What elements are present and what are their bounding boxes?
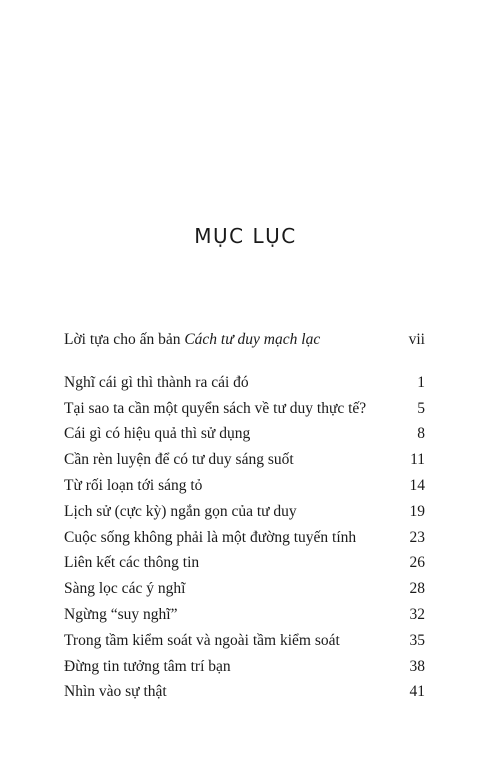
toc-entry [64, 499, 425, 525]
toc-entry-page: 26 [409, 554, 425, 572]
toc-entry-label: Sàng lọc các ý nghĩ [64, 580, 186, 598]
toc-entry-page: 8 [417, 425, 425, 443]
toc-entry [64, 421, 425, 447]
table-of-contents [64, 327, 425, 705]
toc-entry-page: 35 [409, 631, 425, 649]
preface-book-title: Cách tư duy mạch lạc [184, 331, 321, 348]
toc-entry-page: 32 [409, 605, 425, 623]
toc-entry-page: 14 [409, 476, 425, 494]
toc-entry [64, 525, 425, 551]
toc-entry-label: Trong tầm kiểm soát và ngoài tầm kiểm soát [64, 631, 340, 649]
page-title: MỤC LỤC [194, 224, 297, 248]
toc-entry-label: Ngừng “suy nghĩ” [64, 605, 178, 623]
toc-entry-label: Cần rèn luyện để có tư duy sáng suốt [64, 451, 294, 469]
toc-entry [64, 628, 425, 654]
toc-entry-page: 23 [409, 528, 425, 546]
toc-entry-label: Nhìn vào sự thật [64, 683, 167, 701]
toc-entry [64, 654, 425, 680]
toc-entry-label: Liên kết các thông tin [64, 554, 200, 572]
toc-entry-label: Lịch sử (cực kỳ) ngắn gọn của tư duy [64, 502, 297, 520]
toc-entry-preface [64, 327, 425, 353]
toc-entry [64, 473, 425, 499]
toc-entry-label: Cái gì có hiệu quả thì sử dụng [64, 425, 251, 443]
toc-entry-page: 1 [417, 373, 425, 391]
toc-entry-label: Nghĩ cái gì thì thành ra cái đó [64, 373, 249, 391]
toc-entry-page: 38 [409, 657, 425, 675]
toc-entry [64, 370, 425, 396]
toc-entry [64, 602, 425, 628]
toc-entry-page: 5 [417, 399, 425, 417]
toc-entry-label: Đừng tin tưởng tâm trí bạn [64, 657, 231, 675]
toc-entry-page: vii [408, 331, 425, 348]
toc-entry [64, 576, 425, 602]
toc-entry [64, 679, 425, 705]
toc-entry-page: 19 [409, 502, 425, 520]
toc-entry [64, 447, 425, 473]
toc-entry-label [64, 327, 320, 353]
toc-entry-label: Tại sao ta cần một quyển sách về tư duy thực tế? [64, 399, 367, 417]
toc-entry-page: 11 [410, 451, 425, 469]
toc-entry [64, 550, 425, 576]
toc-entry-label: Cuộc sống không phải là một đường tuyến tính [64, 528, 357, 546]
toc-entry-label: Từ rối loạn tới sáng tỏ [64, 476, 203, 494]
toc-entry [64, 396, 425, 422]
toc-entry-page: 28 [409, 580, 425, 598]
preface-label: Lời tựa cho ấn bản [64, 331, 185, 348]
toc-entry-page: 41 [409, 683, 425, 701]
